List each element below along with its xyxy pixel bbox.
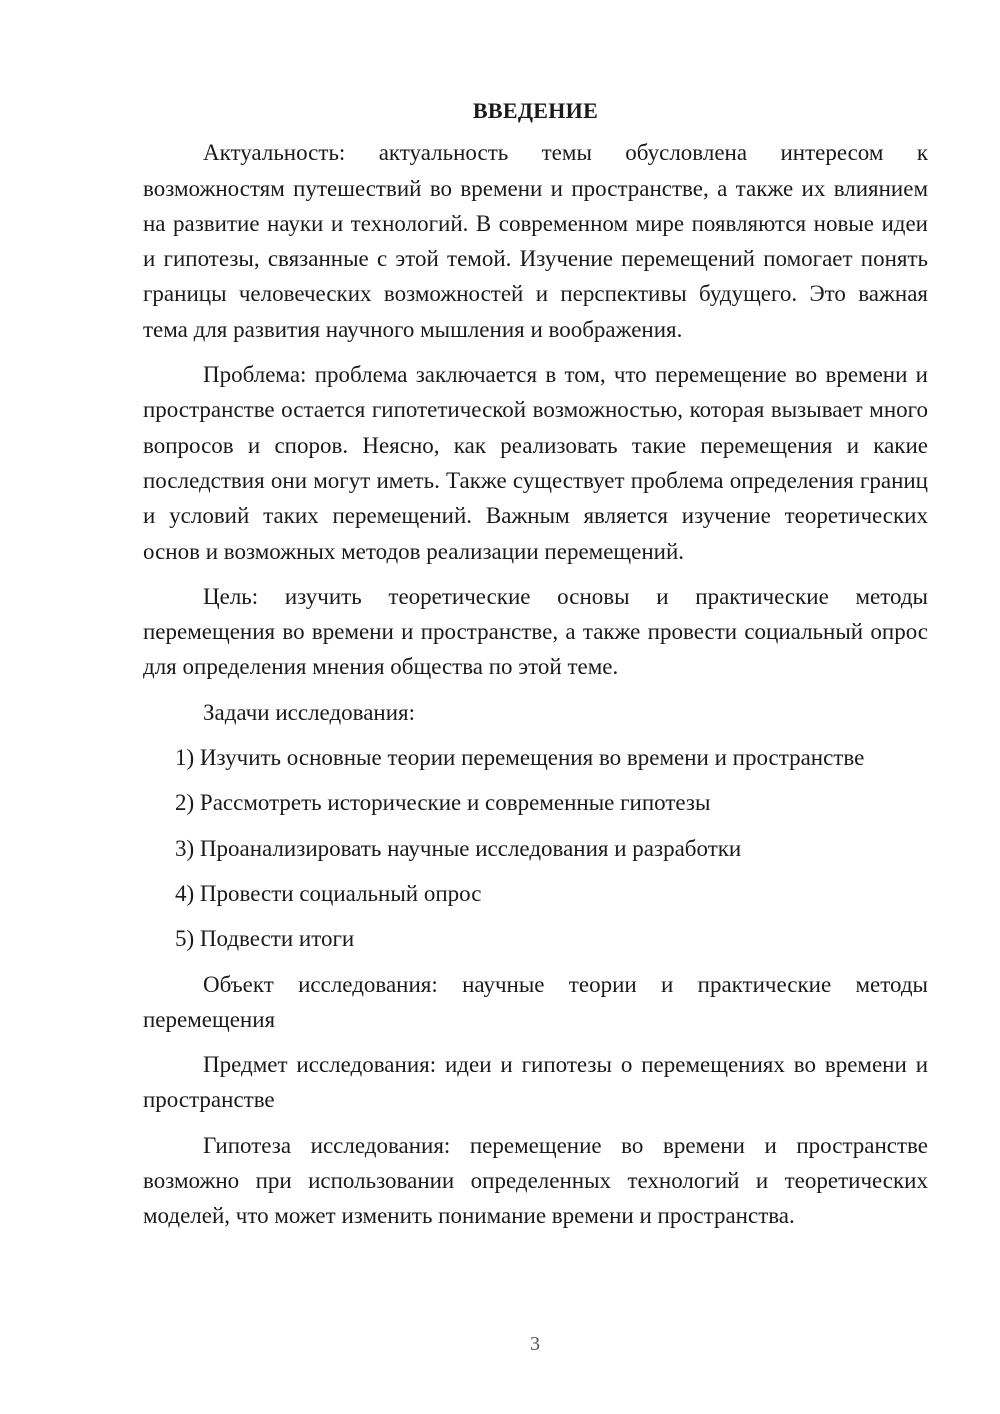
document-body <box>143 93 928 1244</box>
hypothesis-paragraph: Гипотеза исследования: перемещение во времени и пространстве возможно при использовании определенных технологий и теоретических моделей, что может изменить понимание времени и пространства. <box>143 1132 928 1229</box>
subject-paragraph: Предмет исследования: идеи и гипотезы о перемещениях во времени и пространстве <box>143 1052 928 1113</box>
section-heading: ВВЕДЕНИЕ <box>472 98 599 123</box>
task-item: 4) Провести социальный опрос <box>175 880 482 906</box>
relevance-paragraph: Актуальность: актуальность темы обусловлена интересом к возможностям путешествий во времени и пространстве, а также их влиянием на развитие науки и технологий. В современном мире появляются новые идеи и гипотезы, связанные с этой темой. Изучение перемещений помогает понять границы человеческих возможностей и перспективы будущего. Это важная тема для развития научного мышления и воображения. <box>143 140 928 342</box>
page-number: 3 <box>530 1333 540 1355</box>
tasks-list <box>143 740 928 956</box>
tasks-label: Задачи исследования: <box>203 699 416 725</box>
task-item: 2) Рассмотреть исторические и современные гипотезы <box>175 790 711 816</box>
task-item: 5) Подвести итоги <box>175 926 355 952</box>
goal-paragraph: Цель: изучить теоретические основы и практические методы перемещения во времени и пространстве, а также провести социальный опрос для определения мнения общества по этой теме. <box>143 583 928 680</box>
task-item: 3) Проанализировать научные исследования и разработки <box>175 835 742 861</box>
problem-paragraph: Проблема: проблема заключается в том, что перемещение во времени и пространстве остается гипотетической возможностью, которая вызывает много вопросов и споров. Неясно, как реализовать такие перемещения и какие последствия они могут иметь. Также существует проблема определения границ и условий таких перемещений. Важным является изучение теоретических основ и возможных методов реализации перемещений. <box>143 362 928 564</box>
task-item: 1) Изучить основные теории перемещения во времени и пространстве <box>175 745 865 771</box>
object-paragraph: Объект исследования: научные теории и практические методы перемещения <box>143 971 928 1032</box>
